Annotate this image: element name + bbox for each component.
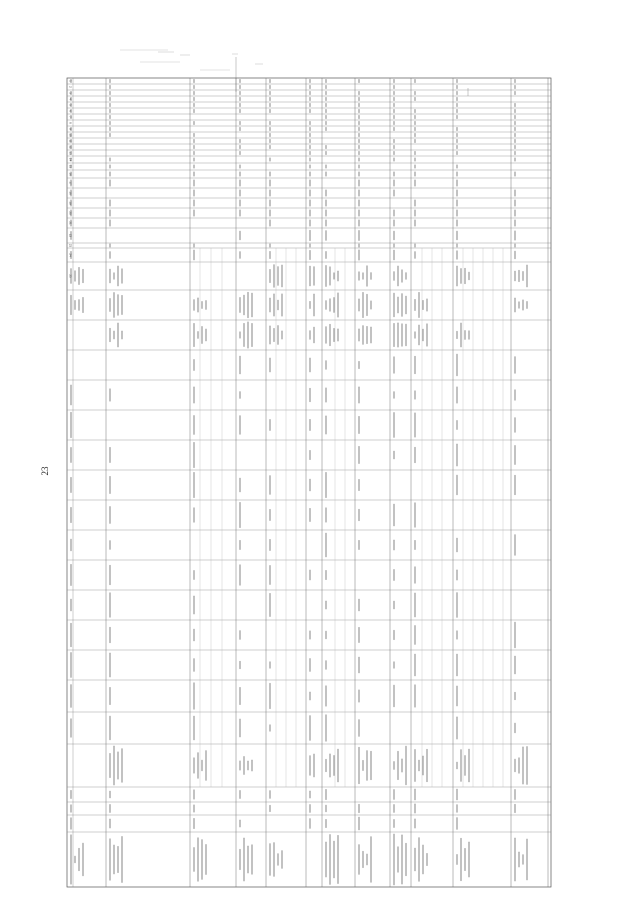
page-number: 23 xyxy=(40,466,50,476)
column-number: 17 xyxy=(68,181,73,185)
column-number: 18 xyxy=(68,191,73,195)
column-number: 25 xyxy=(68,274,73,278)
column-number: 16 xyxy=(68,172,73,176)
table-cells xyxy=(68,80,527,885)
column-number: 24 xyxy=(68,253,73,257)
column-number: 7 xyxy=(68,116,73,118)
table-grid xyxy=(67,78,551,887)
column-number: 20 xyxy=(68,211,73,215)
column-number-row xyxy=(69,80,73,278)
column-number: 13 xyxy=(68,151,73,155)
column-number: 9 xyxy=(68,128,73,130)
column-number: 1 xyxy=(68,80,73,82)
column-number: 22 xyxy=(68,233,73,238)
column-number: 10 xyxy=(68,133,73,137)
column-number: 2 xyxy=(68,86,73,88)
column-number: 3 xyxy=(68,92,73,94)
table-frame xyxy=(67,78,551,887)
column-number: 12 xyxy=(68,145,73,149)
column-number: 4 xyxy=(68,98,73,100)
column-number: 11 xyxy=(68,139,73,143)
column-number: 8 xyxy=(68,122,73,124)
column-number: 6 xyxy=(68,110,73,112)
column-number: 21 xyxy=(68,221,73,225)
column-number: 5 xyxy=(68,104,73,106)
column-number: 15 xyxy=(68,164,73,169)
column-number: 14 xyxy=(68,157,73,162)
column-number: 19 xyxy=(68,201,73,205)
column-number: 23 xyxy=(68,243,73,248)
scan-marks xyxy=(120,50,468,96)
